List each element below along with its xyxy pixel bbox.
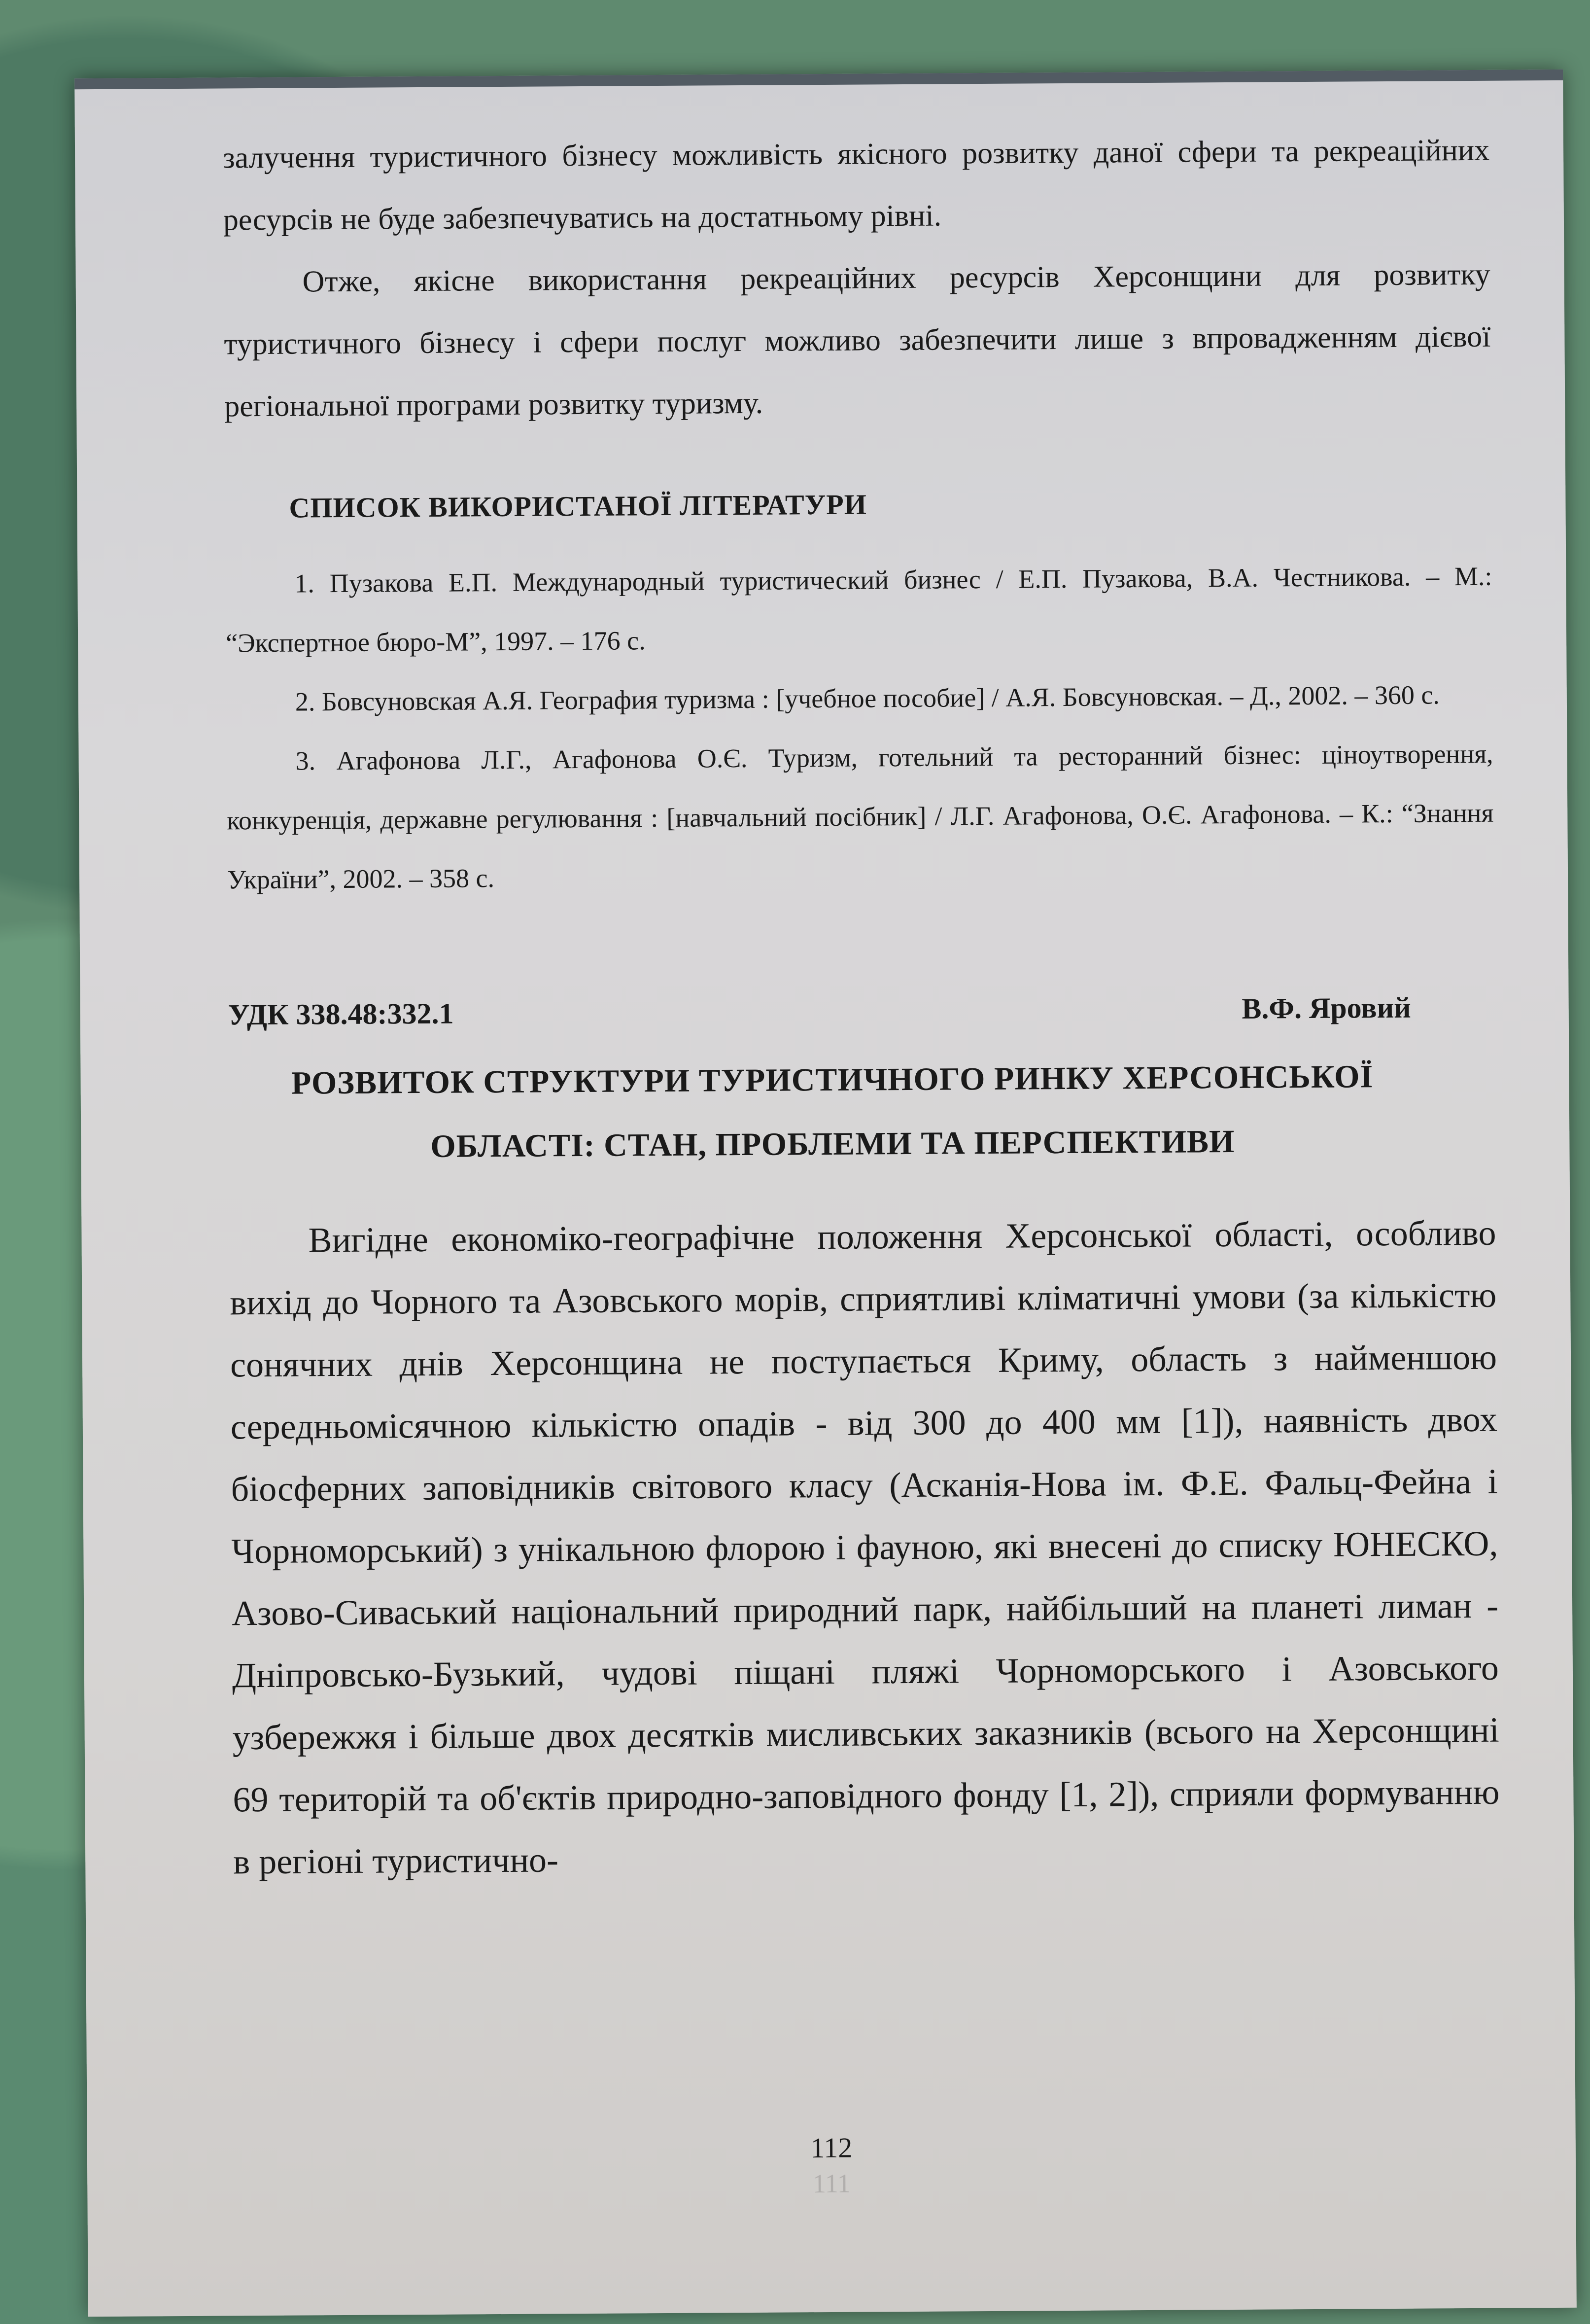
document-page	[74, 70, 1577, 2317]
reference-item-1: 1. Пузакова Е.П. Международный туристический бизнес / Е.П. Пузакова, В.А. Честникова. – М.: “Экспертное бюро-М”, 1997. – 176 с.	[225, 561, 1492, 658]
article-title	[228, 1044, 1437, 1180]
references-list	[225, 547, 1494, 910]
reference-item-3: 3. Агафонова Л.Г., Агафонова О.Є. Туризм, готельний та ресторанний бізнес: ціноутворення, конкуренція, державне регулювання : [навчальний посібник] / Л.Г. Агафонова, О.Є. Агафонова. – К.: “Знання України”, 2002. – 358 с.	[227, 739, 1494, 895]
reference-item-2: 2. Бовсуновская А.Я. География туризма : [учебное пособие] / А.Я. Бовсуновская. – Д., 2002. – 360 с.	[295, 680, 1440, 717]
udk-code: УДК 338.48:332.1	[228, 997, 454, 1031]
article-header	[228, 991, 1411, 1032]
article-body: Вигідне економіко-географічне положення Херсонської області, особливо вихід до Чорного та Азовського морів, сприятливі кліматичні умови (за кількістю сонячних днів Херсонщина не поступається Криму, область з найменшою середньомісячною кількістю опадів - від 300 до 400 мм [1]), наявність двох біосферних заповідників світового класу (Асканія-Нова ім. Ф.Е. Фальц-Фейна і Чорноморський) з унікальною флорою і фауною, які внесені до списку ЮНЕСКО, Азово-Сиваський національний природний парк, найбільший на планеті лиман - Дніпровсько-Бузький, чудові піщані пляжі Чорноморського і Азовського узбережжя і більше двох десятків мисливських заказників (всього на Херсонщині 69 територій та об'єктів природно-заповідного фонду [1, 2]), сприяли формуванню в регіоні туристично-	[230, 1213, 1500, 1882]
references-title: СПИСОК ВИКОРИСТАНОЇ ЛІТЕРАТУРИ	[289, 488, 867, 524]
article-title-line-1: РОЗВИТОК СТРУКТУРИ ТУРИСТИЧНОГО РИНКУ ХЕРСОНСЬКОЇ	[291, 1058, 1374, 1101]
article-title-line-2: ОБЛАСТІ: СТАН, ПРОБЛЕМИ ТА ПЕРСПЕКТИВИ	[430, 1123, 1235, 1164]
intro-paragraph-1: залучення туристичного бізнесу можливість якісного розвитку даної сфери та рекреаційних ресурсів не буде забезпечуватись на достатньому рівні.	[222, 133, 1490, 237]
bleed-through-page-number: 111	[812, 2168, 851, 2199]
page-number: 112	[810, 2131, 853, 2164]
article-author: В.Ф. Яровий	[1242, 991, 1411, 1025]
intro-paragraph-2: Отже, якісне використання рекреаційних ресурсів Херсонщини для розвитку туристичного бізнесу і сфери послуг можливо забезпечити лише з впровадженням дієвої регіональної програми розвитку туризму.	[224, 257, 1491, 423]
